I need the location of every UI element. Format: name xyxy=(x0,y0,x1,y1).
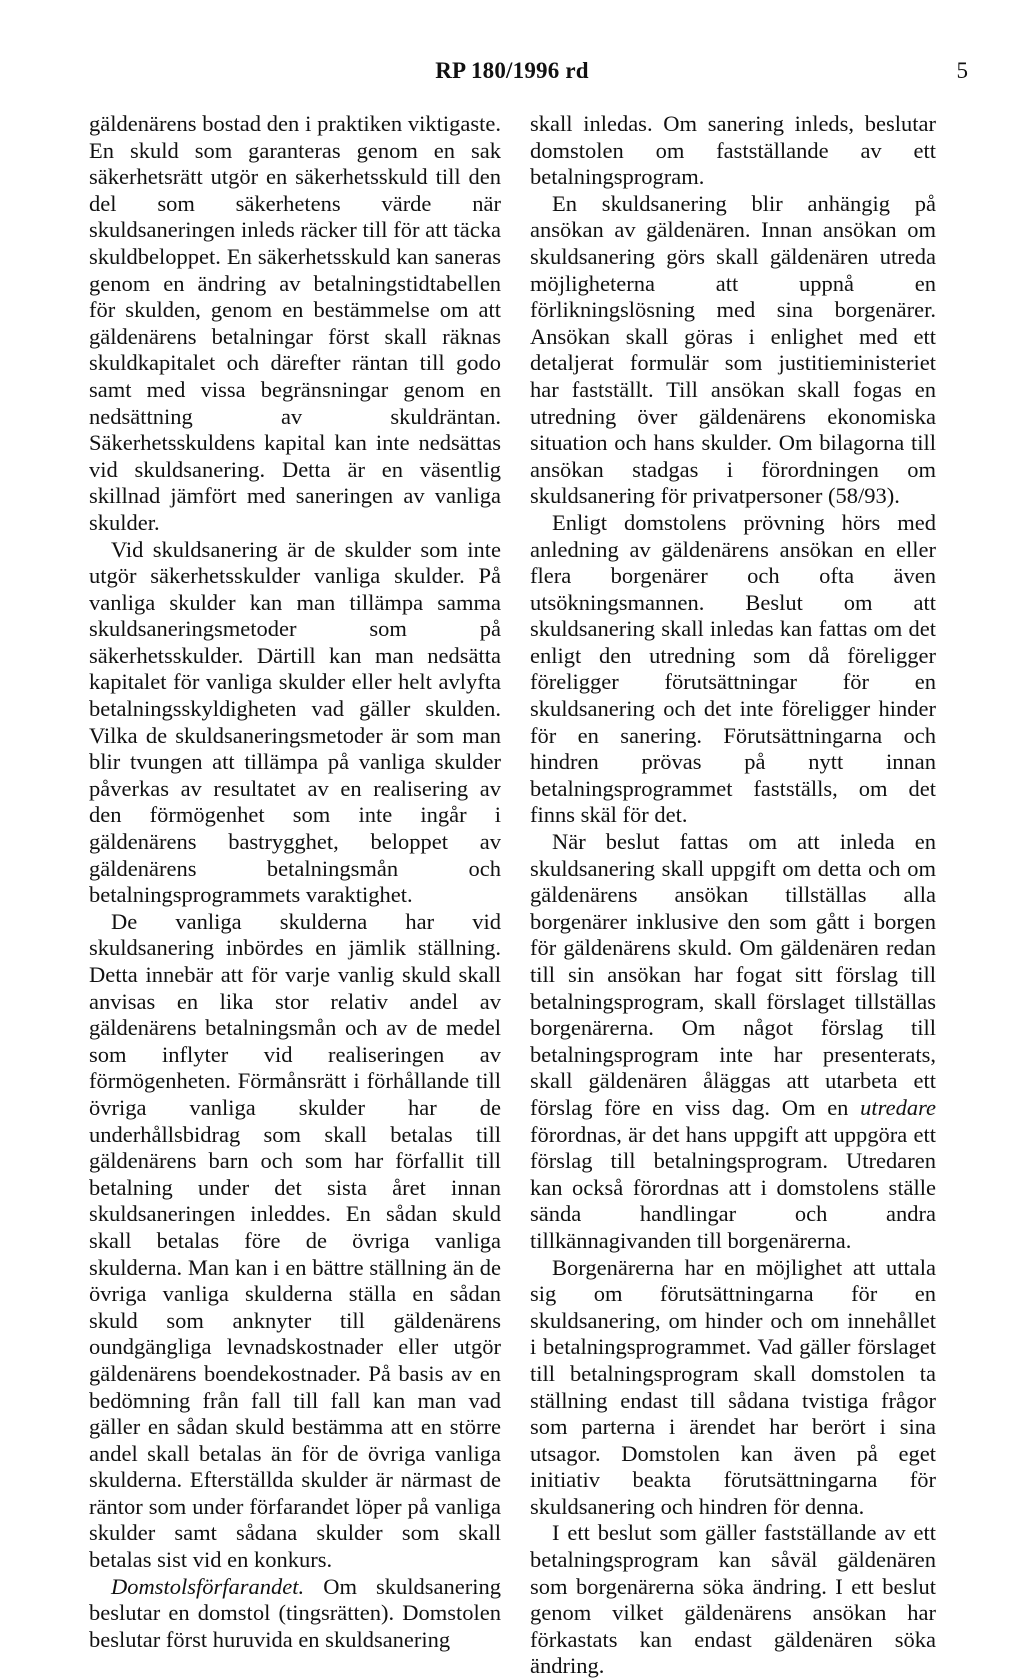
emphasized-term: utredare xyxy=(860,1094,936,1120)
paragraph xyxy=(89,1574,501,1654)
paragraph-text: Om skuldsanering beslutar en domstol (tingsrätten). Domstolen beslutar först huruvida en skuldsanering xyxy=(89,1573,501,1652)
paragraph: De vanliga skulderna har vid skuldsanering inbördes en jämlik ställning. Detta innebär att för varje vanlig skuld skall anvisas en lika stor relativ andel av gäldenärens betalningsmån och av de medel som inflyter vid realiseringen av förmögenheten. Förmånsrätt i förhållande till övriga vanliga skulder har de underhållsbidrag som skall betalas till gäldenärens barn och som har förfallit till betalning under det sista året innan skuldsaneringen inleddes. En sådan skuld skall betalas före de övriga vanliga skulderna. Man kan i en bättre ställning än de övriga vanliga skulderna ställa en sådan skuld som anknyter till gäldenärens oundgängliga levnadskostnader eller utgör gäldenärens boendekostnader. På basis av en bedömning från fall till fall kan man vad gäller en sådan skuld bestämma att en större andel skall betalas än för de övriga vanliga skulderna. Efterställda skulder är närmast de räntor som under förfarandet löper på vanliga skulder samt sådana skulder som skall betalas sist vid en konkurs. xyxy=(89,908,501,1573)
paragraph: Borgenärerna har en möjlighet att uttala sig om förutsättningarna för en skuldsanering, om hinder och om innehållet i betalningsprogrammet. Vad gäller förslaget till betalningsprogram skall domstolen ta ställning endast till sådana tvistiga frågor som parterna i ärendet har berört i sina utsagor. Domstolen kan även på eget initiativ beakta förutsättningarna för skuldsanering och hindren för denna. xyxy=(530,1254,936,1519)
section-heading: Domstolsförfarandet. xyxy=(111,1573,305,1599)
paragraph: skall inledas. Om sanering inleds, beslutar domstolen om fastställande av ett betalningsprogram. xyxy=(530,111,936,190)
left-column xyxy=(89,111,501,1653)
page-number: 5 xyxy=(956,58,968,83)
right-column xyxy=(530,111,936,1680)
paragraph-text: När beslut fattas om att inleda en skuldsanering skall uppgift om detta och om gäldenärens ansökan tillställas alla borgenärer inklusive den som gått i borgen för gäldenärens skuld. Om gäldenären redan till sin ansökan har fogat sitt förslag till betalningsprogram, skall förslaget tillställas borgenärerna. Om något förslag till betalningsprogram inte har presenterats, skall gäldenären åläggas att utarbeta ett förslag före en viss dag. Om en xyxy=(530,829,936,1120)
paragraph xyxy=(530,829,936,1255)
paragraph: En skuldsanering blir anhängig på ansökan av gäldenären. Innan ansökan om skuldsanering görs skall gäldenären utreda möjligheterna att uppnå en förlikningslösning med sina borgenärer. Ansökan skall göras i enlighet med ett detaljerat formulär som justitieministeriet har fastställt. Till ansökan skall fogas en utredning över gäldenärens ekonomiska situation och hans skulder. Om bilagorna till ansökan stadgas i förordningen om skuldsanering för privatpersoner (58/93). xyxy=(530,190,936,509)
page-header xyxy=(0,58,1024,88)
paragraph: Enligt domstolens prövning hörs med anledning av gäldenärens ansökan en eller flera borgenärer och ofta även utsökningsmannen. Beslut om att skuldsanering skall inledas kan fattas om det enligt den utredning som då föreligger föreligger förutsättningar för en skuldsanering och det inte föreligger hinder för en sanering. Förutsättningarna och hindren prövas på nytt innan betalningsprogrammet fastställs, om det finns skäl för det. xyxy=(530,509,936,828)
paragraph: Vid skuldsanering är de skulder som inte utgör säkerhetsskulder vanliga skulder. På vanliga skulder kan man tillämpa samma skuldsaneringsmetoder som på säkerhetsskulder. Därtill kan man nedsätta kapitalet för vanliga skulder eller helt avlyfta betalningsskyldigheten vad gäller skulden. Vilka de skuldsaneringsmetoder är som man blir tvungen att tillämpa på vanliga skulder påverkas av resultatet av en realisering av den förmögenhet som inte ingår i gäldenärens bastrygghet, beloppet av gäldenärens betalningsmån och betalningsprogrammets varaktighet. xyxy=(89,536,501,908)
document-reference: RP 180/1996 rd xyxy=(435,58,589,83)
paragraph: gäldenärens bostad den i praktiken viktigaste. En skuld som garanteras genom en sak säkerhetsrätt utgör en säkerhetsskuld till den del som säkerhetens värde när skuldsaneringen inleds räcker till för att täcka skuldbeloppet. En säkerhetsskuld kan saneras genom en ändring av betalningstidtabellen för skulden, genom en bestämmelse om att gäldenärens betalningar först skall räknas skuldkapitalet och därefter räntan till godo samt med vissa begränsningar genom en nedsättning av skuldräntan. Säkerhetsskuldens kapital kan inte nedsättas vid skuldsanering. Detta är en väsentlig skillnad jämfört med saneringen av vanliga skulder. xyxy=(89,111,501,535)
paragraph-text: förordnas, är det hans uppgift att uppgöra ett förslag till betalningsprogram. Utredaren kan också förordnas att i domstolens ställe sända handlingar och andra tillkännagivanden till borgenärerna. xyxy=(530,1121,936,1253)
paragraph: I ett beslut som gäller fastställande av ett betalningsprogram kan såväl gäldenären som borgenärerna söka ändring. I ett beslut genom vilket gäldenärens ansökan har förkastats kan endast gäldenären söka ändring. xyxy=(530,1520,936,1679)
